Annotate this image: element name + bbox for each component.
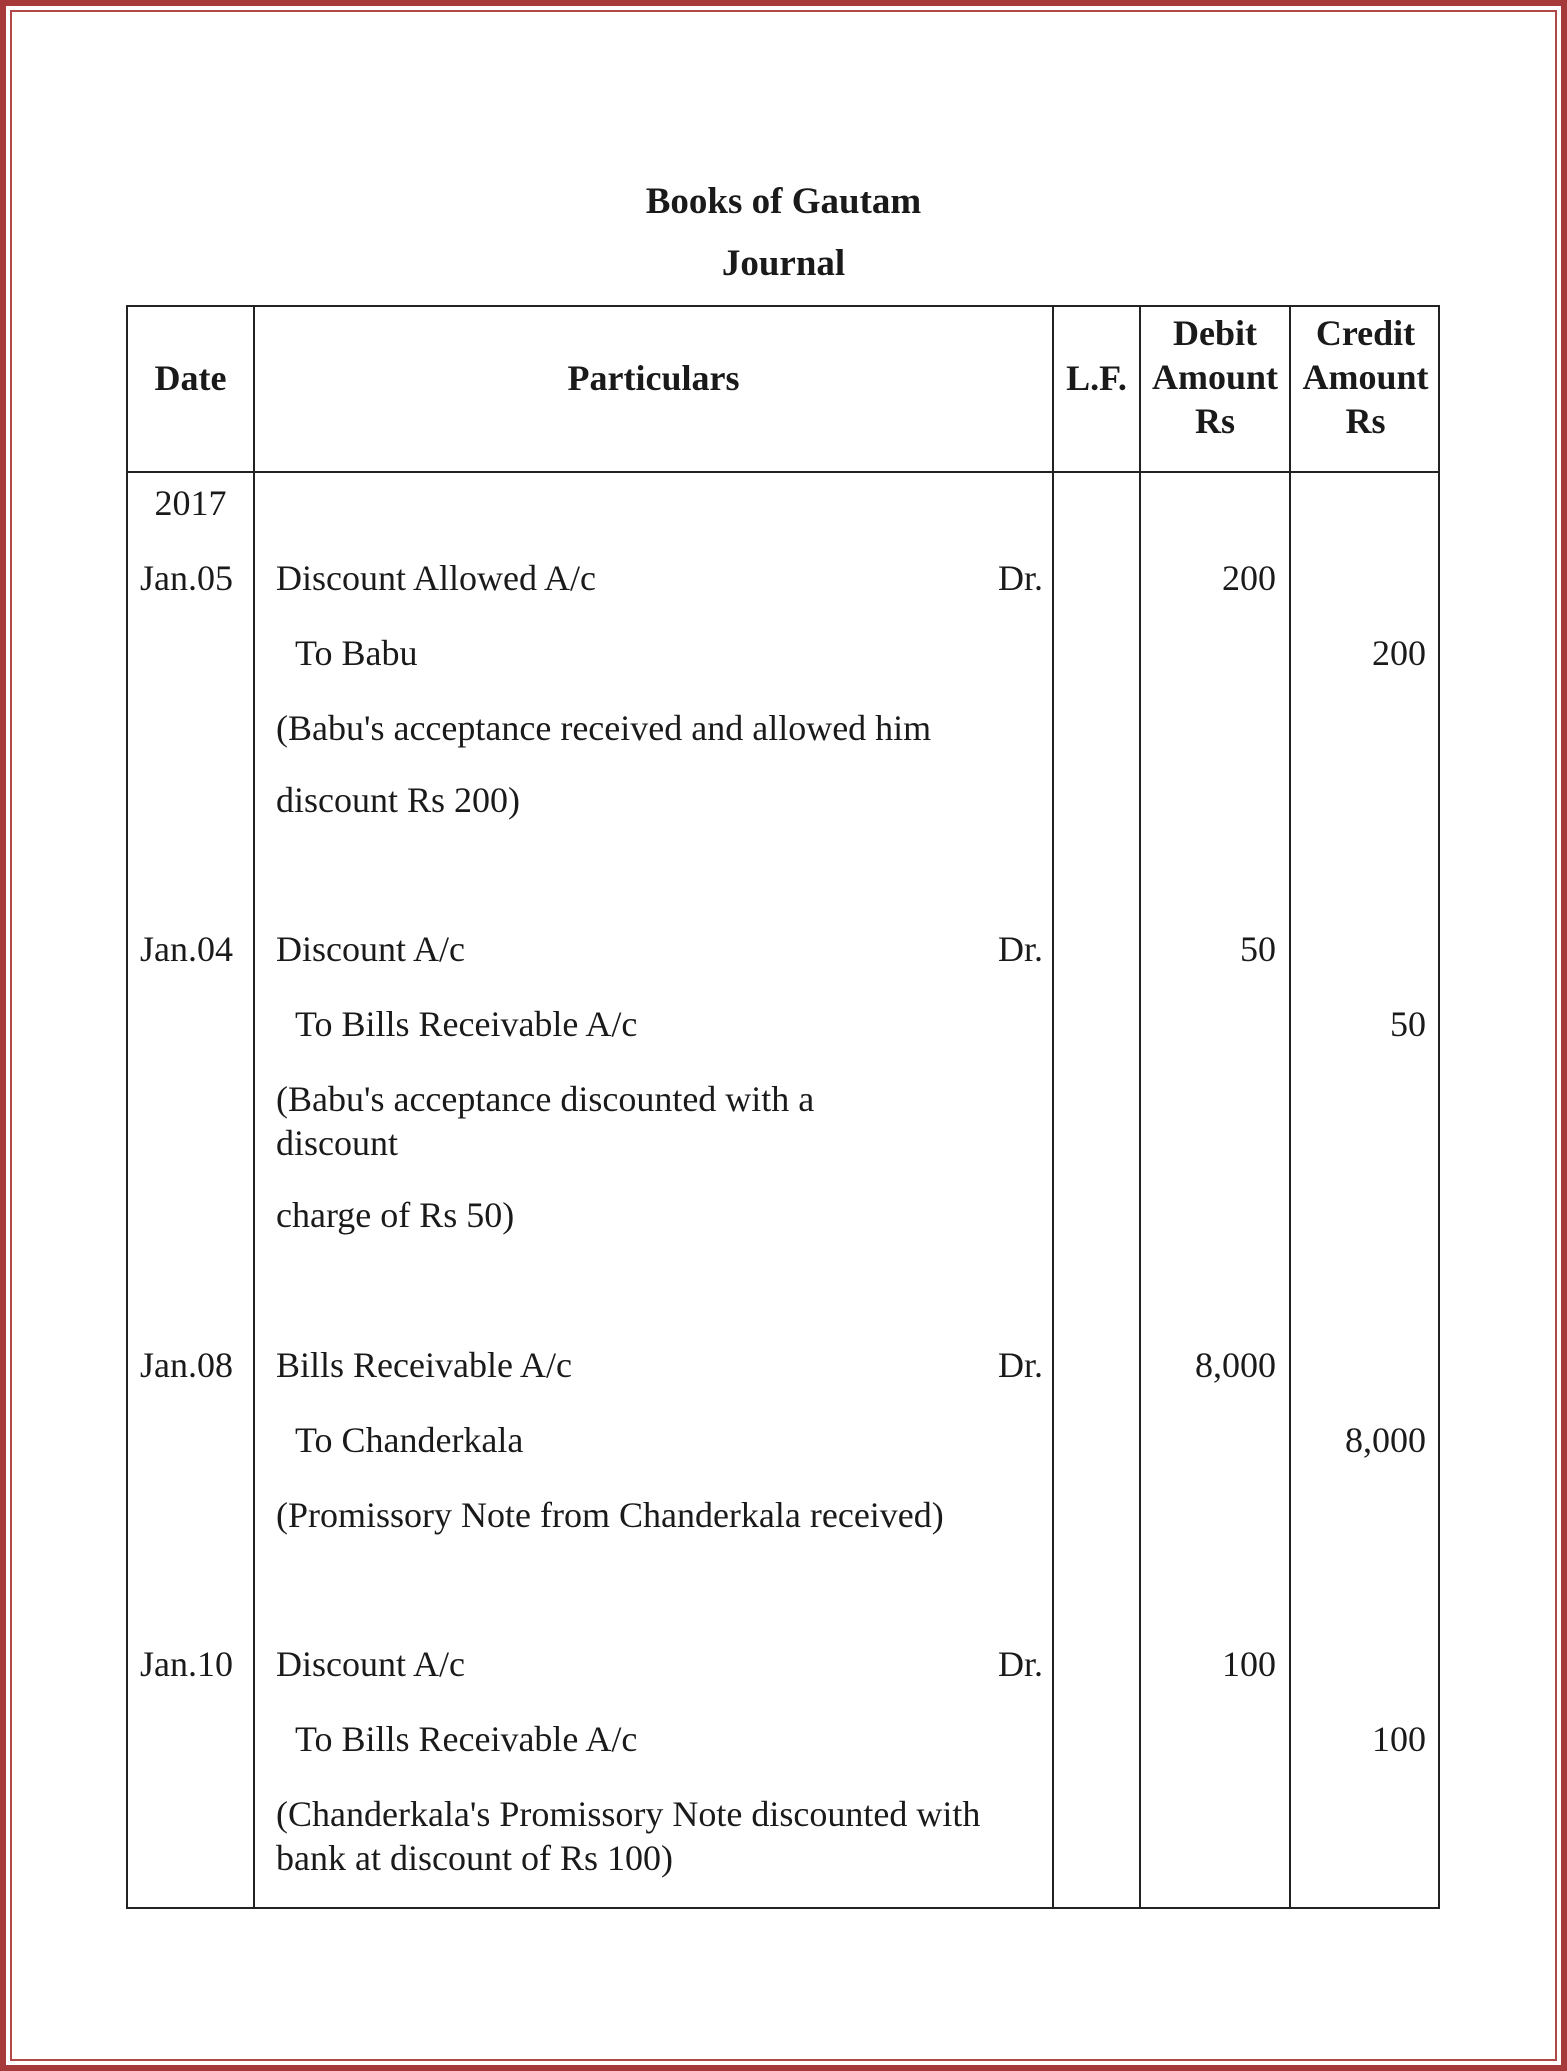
header-credit-line-2: Amount — [1302, 357, 1429, 397]
debit-amount: 200 — [1222, 558, 1276, 598]
dr-label: Dr. — [998, 1644, 1043, 1684]
debit-account: Discount A/c — [276, 1644, 465, 1684]
journal-title: Journal — [721, 243, 846, 284]
debit-amount: 8,000 — [1195, 1345, 1276, 1385]
entry-date: Jan.08 — [140, 1345, 233, 1385]
col-divider-particulars — [1052, 307, 1054, 1907]
header-debit-line-1: Debit — [1173, 313, 1257, 353]
credit-account: To Babu — [295, 633, 418, 673]
header-date: Date — [154, 358, 227, 398]
header-lf: L.F. — [1066, 358, 1127, 398]
col-divider-debit — [1289, 307, 1291, 1907]
debit-account: Bills Receivable A/c — [276, 1345, 572, 1385]
narration-line: (Promissory Note from Chanderkala received) — [276, 1495, 944, 1535]
header-credit-line-3: Rs — [1345, 401, 1386, 441]
narration-line: bank at discount of Rs 100) — [276, 1838, 673, 1878]
header-credit-line-1: Credit — [1315, 313, 1416, 353]
header-debit — [1141, 311, 1289, 443]
debit-amount: 100 — [1222, 1644, 1276, 1684]
debit-amount: 50 — [1240, 929, 1276, 969]
dr-label: Dr. — [998, 558, 1043, 598]
header-credit — [1291, 311, 1440, 443]
header-divider — [128, 471, 1438, 473]
header-particulars: Particulars — [567, 358, 740, 398]
dr-label: Dr. — [998, 929, 1043, 969]
narration-line: (Chanderkala's Promissory Note discounted with — [276, 1794, 981, 1834]
narration-line: discount Rs 200) — [276, 780, 521, 820]
debit-account: Discount Allowed A/c — [276, 558, 596, 598]
credit-amount: 200 — [1372, 633, 1426, 673]
credit-account: To Bills Receivable A/c — [295, 1719, 638, 1759]
narration-line: charge of Rs 50) — [276, 1195, 515, 1235]
entry-date: Jan.04 — [140, 929, 233, 969]
journal-table — [126, 305, 1440, 1909]
col-divider-date — [253, 307, 255, 1907]
narration-line: (Babu's acceptance discounted with a — [276, 1079, 815, 1119]
dr-label: Dr. — [998, 1345, 1043, 1385]
book-title: Books of Gautam — [645, 181, 922, 222]
narration-line: (Babu's acceptance received and allowed him — [276, 708, 932, 748]
header-debit-line-3: Rs — [1194, 401, 1235, 441]
entry-date: Jan.10 — [140, 1644, 233, 1684]
credit-account: To Bills Receivable A/c — [295, 1004, 638, 1044]
header-debit-line-2: Amount — [1151, 357, 1279, 397]
debit-account: Discount A/c — [276, 929, 465, 969]
entry-date: Jan.05 — [140, 558, 233, 598]
narration-line: discount — [276, 1123, 398, 1163]
credit-amount: 100 — [1372, 1719, 1426, 1759]
credit-account: To Chanderkala — [295, 1420, 524, 1460]
credit-amount: 50 — [1390, 1004, 1426, 1044]
credit-amount: 8,000 — [1345, 1420, 1426, 1460]
year-label: 2017 — [154, 483, 227, 523]
